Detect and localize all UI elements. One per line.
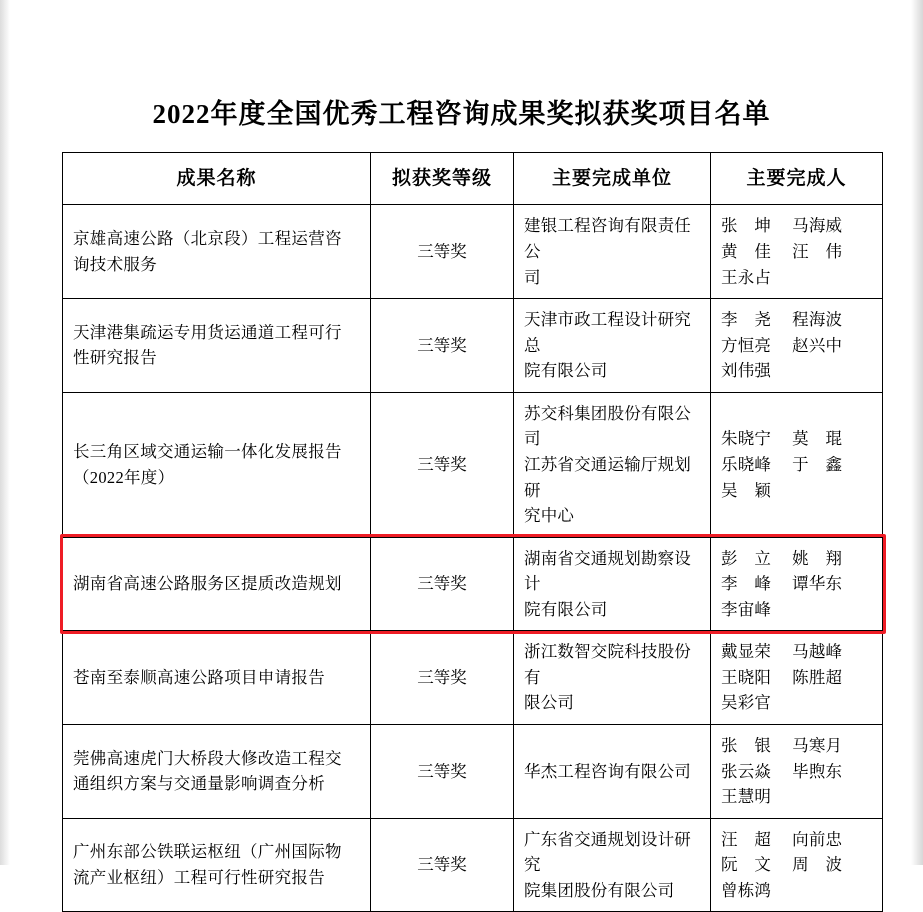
- cell-award-level: 三等奖: [371, 299, 514, 393]
- text-line: 性研究报告: [73, 348, 157, 368]
- person-line: 曾栋鸿: [721, 880, 772, 900]
- cell-achievement-name: [63, 299, 371, 393]
- text-line: 苏交科集团股份有限公司: [524, 403, 691, 449]
- award-table-container: [62, 152, 882, 912]
- person-line: 刘伟强: [721, 361, 772, 381]
- cell-achievement-name: [63, 725, 371, 819]
- text-line: 天津港集疏运专用货运通道工程可行: [73, 322, 342, 342]
- column-header-person: 主要完成人: [711, 153, 883, 205]
- person-line: 阮 文 周 波: [721, 855, 843, 875]
- person-line: 李 尧 程海波: [721, 310, 843, 330]
- cell-main-unit: [514, 299, 711, 393]
- column-header-level: 拟获奖等级: [371, 153, 514, 205]
- text-line: 天津市政工程设计研究总: [524, 310, 691, 355]
- text-line: 司: [524, 267, 541, 287]
- text-line: 院集团股份有限公司: [524, 880, 675, 900]
- person-line: 张云焱 毕煦东: [721, 761, 843, 781]
- text-line: 通组织方案与交通量影响调查分析: [73, 774, 325, 794]
- cell-main-persons: [711, 537, 883, 631]
- cell-award-level: 三等奖: [371, 818, 514, 912]
- cell-main-unit: [514, 725, 711, 819]
- table-row: [63, 392, 883, 537]
- person-line: 王慧明: [721, 787, 772, 807]
- cell-achievement-name: [63, 631, 371, 725]
- text-line: 广州东部公铁联运枢纽（广州国际物: [73, 842, 342, 862]
- person-line: 王永占: [721, 267, 772, 287]
- table-row: [63, 299, 883, 393]
- person-line: 汪 超 向前忠: [721, 829, 843, 849]
- table-header: [63, 153, 883, 205]
- text-line: 江苏省交通运输厅规划研: [524, 454, 691, 500]
- cell-main-persons: [711, 205, 883, 299]
- text-line: 湖南省交通规划勘察设计: [524, 548, 691, 594]
- text-line: 限公司: [524, 693, 575, 713]
- table-body: [63, 205, 883, 912]
- cell-main-unit: [514, 631, 711, 725]
- person-line: 戴显荣 马越峰: [721, 642, 843, 662]
- cell-main-persons: [711, 818, 883, 912]
- table-header-row: [63, 153, 883, 205]
- text-line: 询技术服务: [73, 254, 157, 274]
- cell-award-level: 三等奖: [371, 631, 514, 725]
- person-line: 李 峰 谭华东: [721, 574, 843, 594]
- text-line: 院有限公司: [524, 599, 608, 619]
- cell-award-level: 三等奖: [371, 205, 514, 299]
- table-row: [63, 631, 883, 725]
- cell-main-unit: [514, 537, 711, 631]
- person-line: 乐晓峰 于 鑫: [721, 454, 843, 474]
- column-header-name: 成果名称: [63, 153, 371, 205]
- text-line: 湖南省高速公路服务区提质改造规划: [73, 574, 342, 594]
- cell-main-persons: [711, 299, 883, 393]
- table-row: [63, 725, 883, 819]
- text-line: 莞佛高速虎门大桥段大修改造工程交: [73, 748, 342, 768]
- person-line: 张 银 马寒月: [721, 736, 843, 755]
- cell-main-persons: [711, 392, 883, 537]
- person-line: 张 坤 马海威: [721, 216, 843, 236]
- text-line: 广东省交通规划设计研究: [524, 829, 691, 875]
- text-line: 苍南至泰顺高速公路项目申请报告: [73, 667, 325, 687]
- cell-achievement-name: [63, 392, 371, 537]
- text-line: 京雄高速公路（北京段）工程运营咨: [73, 229, 342, 249]
- column-header-unit: 主要完成单位: [514, 153, 711, 205]
- person-line: 吴彩官: [721, 693, 772, 713]
- award-table: [62, 152, 883, 912]
- text-line: 长三角区域交通运输一体化发展报告: [73, 442, 342, 462]
- cell-award-level: 三等奖: [371, 725, 514, 819]
- table-row: [63, 818, 883, 912]
- text-line: 华杰工程咨询有限公司: [524, 761, 691, 781]
- cell-award-level: 三等奖: [371, 392, 514, 537]
- page-title: 2022年度全国优秀工程咨询成果奖拟获奖项目名单: [152, 99, 771, 129]
- text-line: 流产业枢纽）工程可行性研究报告: [73, 868, 325, 888]
- cell-award-level: 三等奖: [371, 537, 514, 631]
- cell-main-persons: [711, 631, 883, 725]
- table-row: [63, 537, 883, 631]
- cell-achievement-name: [63, 818, 371, 912]
- text-line: 建银工程咨询有限责任公: [524, 216, 691, 261]
- cell-main-persons: [711, 725, 883, 819]
- person-line: 黄 佳 汪 伟: [721, 242, 843, 261]
- text-line: 究中心: [524, 506, 575, 526]
- text-line: 院有限公司: [524, 361, 608, 381]
- text-line: 浙江数智交院科技股份有: [524, 642, 691, 687]
- person-line: 李宙峰: [721, 599, 772, 619]
- person-line: 王晓阳 陈胜超: [721, 667, 843, 687]
- person-line: 朱晓宁 莫 琨: [721, 429, 843, 449]
- table-row: [63, 205, 883, 299]
- person-line: 吴 颖: [721, 480, 772, 500]
- person-line: 彭 立 姚 翔: [721, 548, 843, 568]
- cell-main-unit: [514, 392, 711, 537]
- person-line: 方恒亮 赵兴中: [721, 335, 843, 355]
- cell-main-unit: [514, 205, 711, 299]
- cell-achievement-name: [63, 537, 371, 631]
- cell-achievement-name: [63, 205, 371, 299]
- cell-main-unit: [514, 818, 711, 912]
- text-line: （2022年度）: [73, 467, 175, 487]
